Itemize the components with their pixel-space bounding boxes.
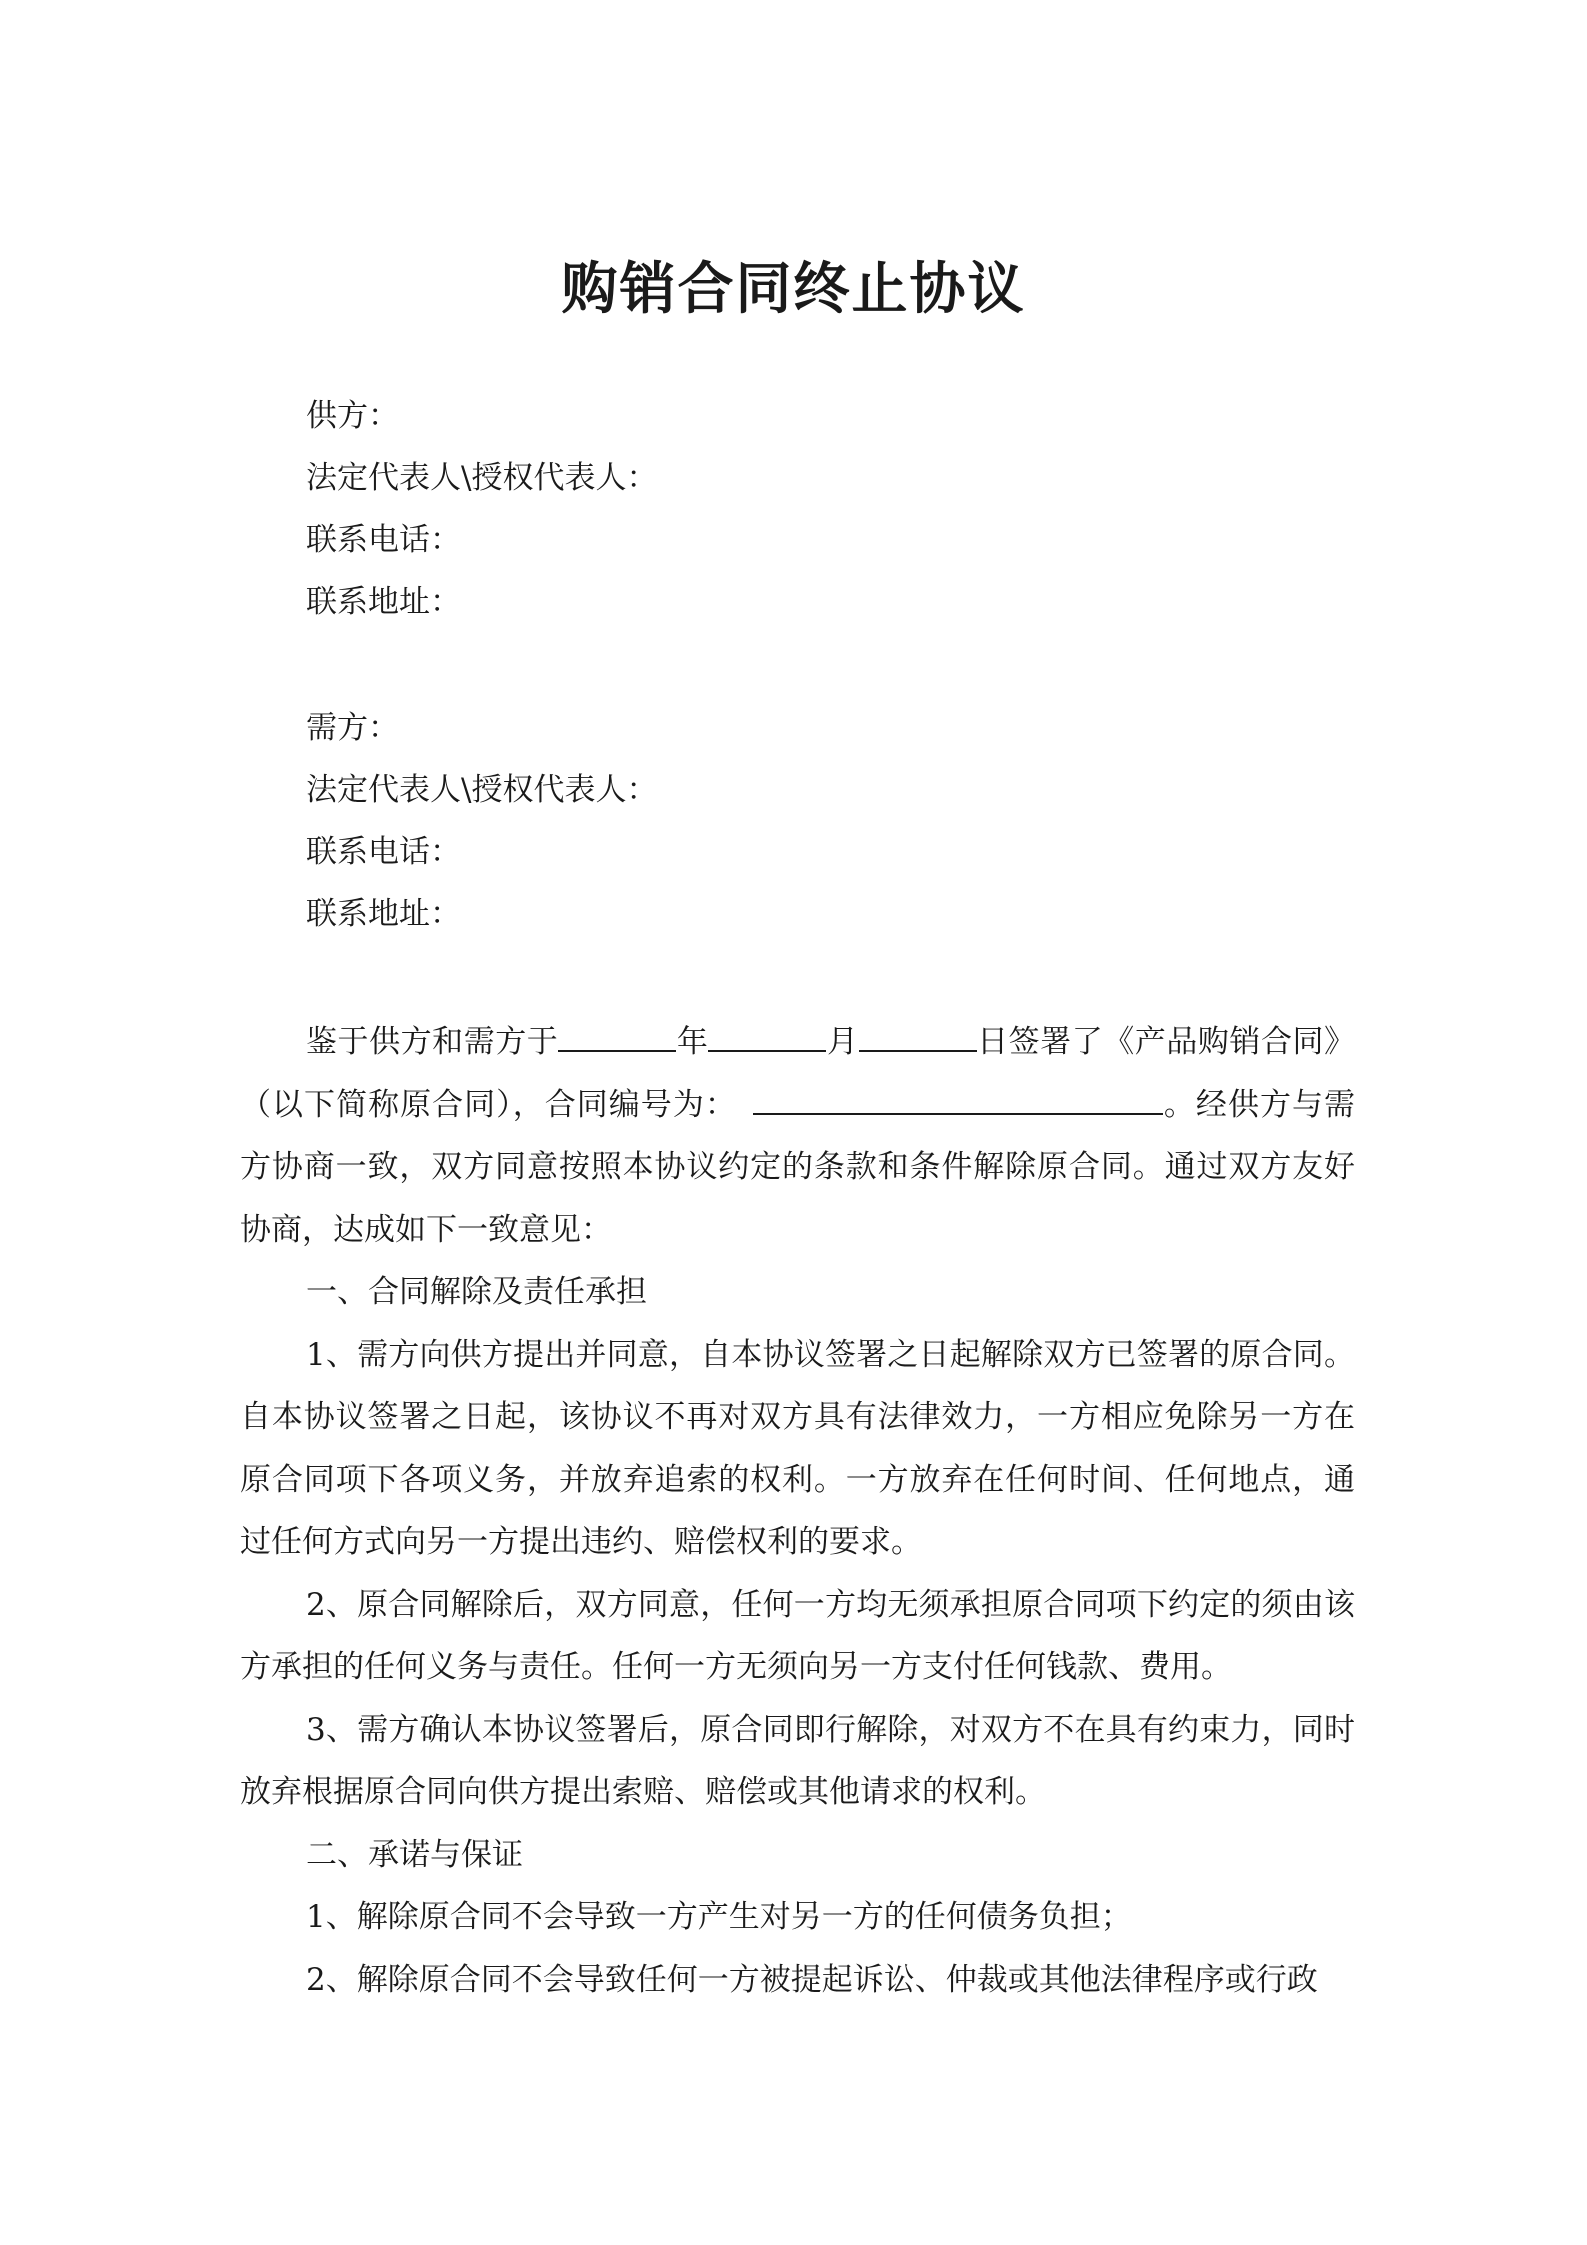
buyer-address-label: 联系地址： bbox=[306, 896, 461, 932]
supplier-representative-label: 法定代表人\授权代表人： bbox=[306, 460, 658, 496]
signing-month-blank bbox=[708, 1016, 826, 1052]
document-title: 购销合同终止协议 bbox=[561, 257, 1026, 322]
month-label: 月 bbox=[826, 1024, 859, 1060]
buyer-party-label: 需方： bbox=[306, 710, 399, 746]
supplier-party-label: 供方： bbox=[306, 398, 399, 434]
preamble-text-2: 日签署了《产品购销合同》（以下简称原合同），合同编号为： bbox=[240, 1024, 1356, 1123]
section-1-item-3: 3、需方确认本协议签署后，原合同即行解除，对双方不在具有约束力，同时放弃根据原合同向供方提出索赔、赔偿或其他请求的权利。 bbox=[240, 1711, 1355, 1810]
preamble-paragraph bbox=[240, 1011, 1355, 1261]
buyer-phone-label: 联系电话： bbox=[306, 834, 461, 870]
section-1-item-1: 1、需方向供方提出并同意，自本协议签署之日起解除双方已签署的原合同。自本协议签署之日起，该协议不再对双方具有法律效力，一方相应免除另一方在原合同项下各项义务，并放弃追索的权利。一方放弃在任何时间、任何地点，通过任何方式向另一方提出违约、赔偿权利的要求。 bbox=[240, 1336, 1355, 1560]
signing-day-blank bbox=[859, 1016, 977, 1052]
year-label: 年 bbox=[676, 1024, 709, 1060]
contract-number-blank bbox=[753, 1079, 1163, 1115]
section-1-heading: 一、合同解除及责任承担 bbox=[306, 1274, 647, 1310]
section-2-item-2: 2、解除原合同不会导致任何一方被提起诉讼、仲裁或其他法律程序或行政 bbox=[306, 1961, 1318, 1998]
signing-year-blank bbox=[558, 1016, 676, 1052]
section-2-heading: 二、承诺与保证 bbox=[306, 1836, 523, 1873]
supplier-address-label: 联系地址： bbox=[306, 584, 461, 620]
agreement-body bbox=[240, 1011, 1355, 2011]
section-1-item-2: 2、原合同解除后，双方同意，任何一方均无须承担原合同项下约定的须由该方承担的任何义务与责任。任何一方无须向另一方支付任何钱款、费用。 bbox=[240, 1586, 1355, 1685]
preamble-text-1: 鉴于供方和需方于 bbox=[306, 1024, 559, 1060]
section-2-item-1: 1、解除原合同不会导致一方产生对另一方的任何债务负担； bbox=[306, 1899, 1132, 1935]
preamble-text-3: 。经供方与需方协商一致，双方同意按照本协议约定的条款和条件解除原合同。通过双方友好协商，达成如下一致意见： bbox=[240, 1086, 1356, 1248]
buyer-representative-label: 法定代表人\授权代表人： bbox=[306, 772, 658, 808]
supplier-phone-label: 联系电话： bbox=[306, 522, 461, 558]
